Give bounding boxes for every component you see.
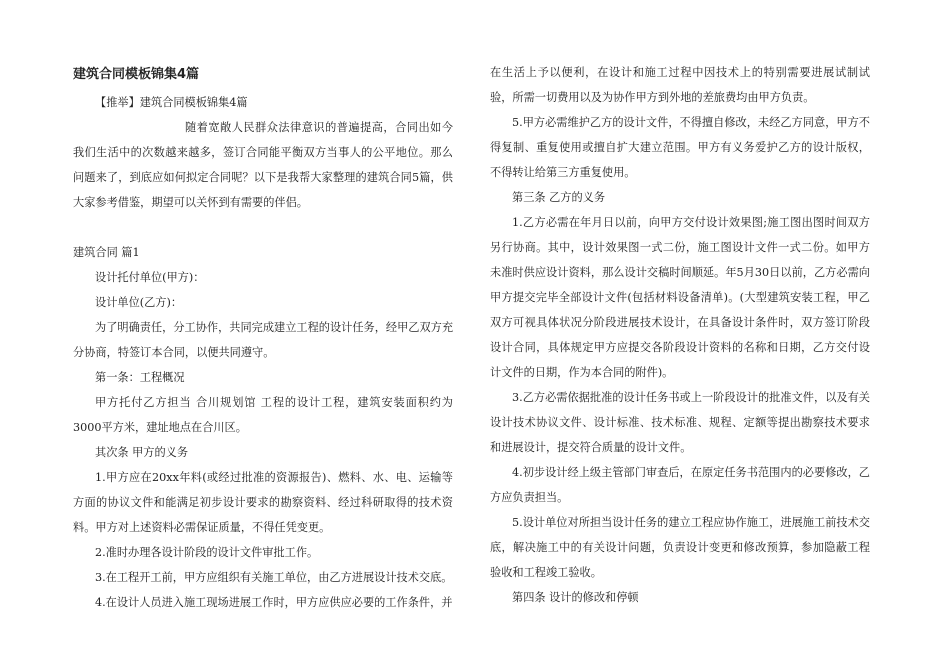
article-3-item-5: 5.设计单位对所担当设计任务的建立工程应协作施工，进展施工前技术交底，解决施工中的有关设计问题，负责设计变更和修改预算，参加隐蔽工程验收和工程竣工验收。 [490, 516, 870, 579]
intro-paragraph: 随着宽敞人民群众法律意识的普遍提高，合同出如今我们生活中的次数越来越多，签订合同能平衡双方当事人的公平地位。那么问题来了，到底应如何拟定合同呢？以下是我帮大家整理的建筑合同5篇，供大家参考借鉴，期望可以关怀到有需要的伴侣。 [73, 121, 453, 209]
article-3-title: 第三条 乙方的义务 [512, 191, 606, 204]
paragraph-spacer [73, 215, 453, 240]
article-3-item-4: 4.初步设计经上级主管部门审查后，在原定任务书范围内的必要修改，乙方应负责担当。 [490, 466, 870, 504]
article-2-item-4-continued: 在生活上予以便利，在设计和施工过程中因技术上的特别需要进展试制试验，所需一切费用以及为协作甲方到外地的差旅费均由甲方负责。 [490, 66, 870, 104]
left-column [73, 60, 453, 615]
contract-heading: 建筑合同 篇1 [73, 246, 140, 259]
article-2-item-1: 1.甲方应在20xx年料(或经过批准的资源报告)、燃料、水、电、运输等方面的协议文件和能满足初步设计要求的勘察资料、经过科研取得的技术资料。甲方对上述资料必需保证质量，不得任凭变更。 [73, 471, 453, 534]
article-1-title: 第一条：工程概况 [95, 371, 185, 384]
article-2-title: 其次条 甲方的义务 [95, 446, 189, 459]
client-unit-line: 设计托付单位(甲方)： [95, 271, 205, 284]
document-title: 建筑合同模板锦集4篇 [73, 67, 200, 82]
right-column [490, 60, 870, 610]
article-3-item-3: 3.乙方必需依据批准的设计任务书或上一阶段设计的批准文件，以及有关设计技术协议文件、设计标准、技术标准、规程、定额等提出勘察技术要求和进展设计，提交符合质量的设计文件。 [490, 391, 870, 454]
article-1-body: 甲方托付乙方担当 合川规划馆 工程的设计工程，建筑安装面积约为3000平方米，建址地点在合川区。 [73, 396, 453, 434]
recommend-line: 【推举】建筑合同模板锦集4篇 [95, 96, 248, 109]
article-2-item-2: 2.准时办理各设计阶段的设计文件审批工作。 [95, 546, 319, 559]
article-3-item-1: 1.乙方必需在年月日以前，向甲方交付设计效果图;施工图出图时间双方另行协商。其中，设计效果图一式二份，施工图设计文件一式二份。如甲方未准时供应设计资料，那么设计交稿时间顺延。年5月30日以前，乙方必需向甲方提交完毕全部设计文件(包括材料设备清单)。(大型建筑安装工程，甲乙双方可视具体状况分阶段进展技术设计，在具备设计条件时，双方签订阶段设计合同，具体规定甲方应提交各阶段设计资料的名称和日期，乙方交付设计文件的日期，作为本合同的附件)。 [490, 216, 870, 379]
design-unit-line: 设计单位(乙方)： [95, 296, 183, 309]
article-2-item-5: 5.甲方必需维护乙方的设计文件，不得擅自修改，未经乙方同意，甲方不得复制、重复使用或擅自扩大建立范围。甲方有义务爱护乙方的设计版权，不得转让给第三方重复使用。 [490, 116, 870, 179]
article-2-item-4: 4.在设计人员进入施工现场进展工作时，甲方应供应必要的工作条件，并 [95, 596, 453, 609]
article-2-item-3: 3.在工程开工前，甲方应组织有关施工单位，由乙方进展设计技术交底。 [95, 571, 453, 584]
purpose-paragraph: 为了明确责任，分工协作，共同完成建立工程的设计任务，经甲乙双方充分协商，特签订本合同，以便共同遵守。 [73, 321, 454, 359]
article-4-title: 第四条 设计的修改和停顿 [512, 591, 639, 604]
